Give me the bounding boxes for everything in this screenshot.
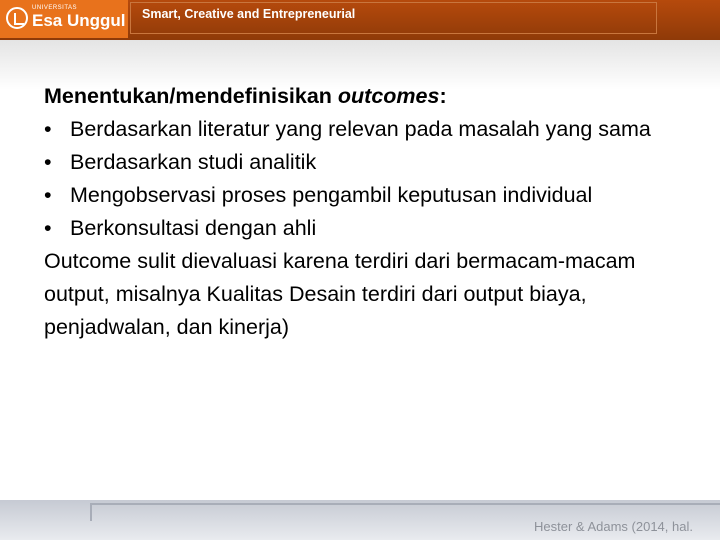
slide-content — [44, 80, 694, 344]
logo — [0, 0, 128, 38]
header-bar — [0, 0, 720, 40]
bullet-text: Mengobservasi proses pengambil keputusan individual — [70, 183, 593, 207]
logo-subtitle: UNIVERSITAS — [32, 5, 78, 11]
bullet-text: Berdasarkan studi analitik — [70, 150, 317, 174]
bullet-text: Berdasarkan literatur yang relevan pada masalah yang sama — [70, 117, 651, 141]
bullet-item — [44, 113, 694, 146]
logo-name: Esa Unggul — [32, 11, 126, 30]
tagline: Smart, Creative and Entrepreneurial — [142, 7, 356, 21]
content-heading — [44, 80, 694, 113]
bullet-item — [44, 179, 694, 212]
heading-prefix: Menentukan/mendefinisikan — [44, 84, 338, 108]
bullet-icon: • — [44, 216, 52, 240]
content-paragraph: Outcome sulit dievaluasi karena terdiri dari bermacam-macam output, misalnya Kualitas Desain terdiri dari output biaya, penjadwalan, dan kinerja) — [44, 249, 636, 339]
bullet-icon: • — [44, 150, 52, 174]
bullet-item — [44, 146, 694, 179]
heading-suffix: : — [439, 84, 447, 108]
bullet-text: Berkonsultasi dengan ahli — [70, 216, 317, 240]
citation: Hester & Adams (2014, hal. — [534, 519, 693, 534]
bullet-item — [44, 212, 694, 245]
bullet-icon: • — [44, 117, 52, 141]
heading-emphasis: outcomes — [337, 84, 440, 108]
bullet-icon: • — [44, 183, 52, 207]
university-logo-icon — [6, 7, 28, 29]
